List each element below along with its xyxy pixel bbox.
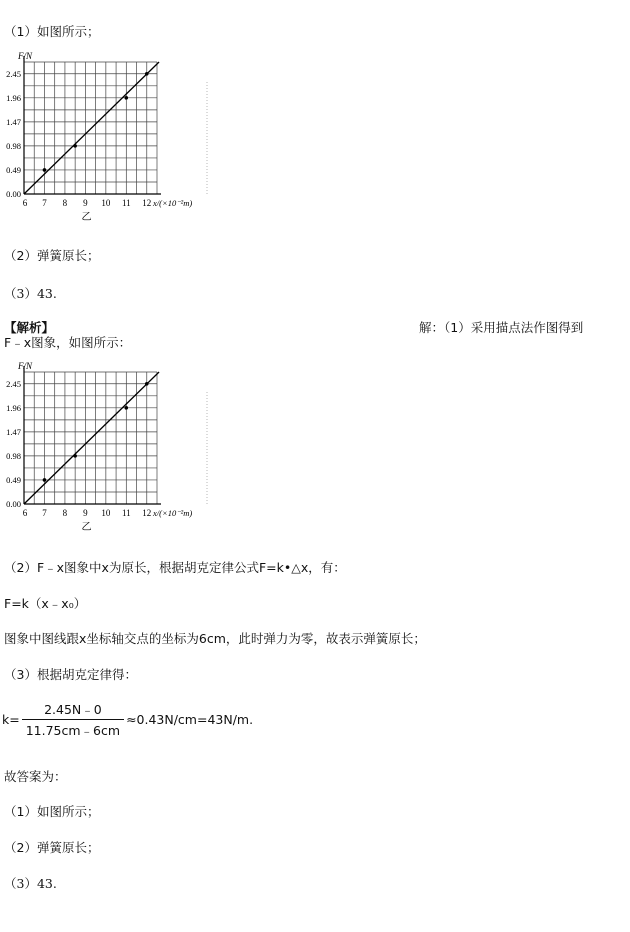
analysis-part2-c: 图象中图线跟x坐标轴交点的坐标为6cm，此时弹力为零，故表示弹簧原长； [4, 631, 426, 646]
chart-2 [0, 362, 220, 532]
formula-suffix: ≈0.43N/cm=43N/m. [126, 712, 254, 727]
x-tick-label: 11 [121, 198, 131, 208]
x-axis-label: x/(×10⁻²m) [153, 508, 193, 518]
x-tick-label: 6 [22, 508, 28, 518]
x-tick-label: 11 [121, 508, 131, 518]
chart-1 [0, 52, 220, 222]
chart-svg [0, 362, 220, 532]
x-tick-label: 9 [83, 508, 88, 518]
origin-label: 0.00 [6, 189, 21, 199]
y-axis-label: F/N [18, 362, 33, 371]
y-tick-label: 1.47 [6, 116, 21, 127]
x-tick-label: 6 [22, 198, 28, 208]
formula-denominator: 11.75cm﹣6cm [25, 723, 121, 738]
formula-fraction [22, 700, 124, 739]
x-tick-label: 7 [42, 198, 47, 208]
data-point [73, 454, 77, 458]
chart-caption: 乙 [81, 522, 92, 532]
y-tick-label: 0.49 [6, 164, 21, 175]
y-tick-label: 0.98 [6, 450, 21, 461]
analysis-part3: （3）根据胡克定律得： [4, 667, 137, 682]
y-tick-label: 0.49 [6, 474, 21, 485]
y-tick-label: 2.45 [6, 378, 21, 389]
analysis-heading: 【解析】 [4, 320, 55, 335]
x-tick-label: 8 [62, 198, 68, 208]
origin-label: 0.00 [6, 499, 21, 509]
data-point [145, 382, 149, 386]
conclusion-item-3: （3）43. [4, 876, 57, 891]
y-tick-label: 1.96 [6, 402, 21, 413]
x-axis-label: x/(×10⁻²m) [153, 198, 193, 208]
analysis-intro-line2: F﹣x图象，如图所示： [4, 335, 132, 350]
x-tick-label: 10 [101, 198, 111, 208]
y-tick-label: 1.47 [6, 426, 21, 437]
x-tick-label: 10 [101, 508, 111, 518]
analysis-part2-b: F=k（x﹣x₀） [4, 596, 87, 611]
y-tick-label: 1.96 [6, 92, 21, 103]
y-tick-label: 2.45 [6, 68, 21, 79]
data-point [145, 72, 149, 76]
x-tick-label: 9 [83, 198, 88, 208]
analysis-intro-right: 解：（1）采用描点法作图得到 [419, 320, 584, 335]
data-point [125, 96, 129, 100]
x-tick-label: 12 [142, 198, 152, 208]
answer-item-2: （2）弹簧原长； [4, 248, 100, 263]
conclusion-item-1: （1）如图所示； [4, 804, 100, 819]
data-point [43, 168, 47, 172]
y-axis-label: F/N [18, 52, 33, 61]
y-tick-label: 0.98 [6, 140, 21, 151]
answer-item-1: （1）如图所示； [4, 24, 100, 39]
formula-numerator: 2.45N﹣0 [22, 700, 124, 720]
x-tick-label: 8 [62, 508, 68, 518]
formula-prefix: k= [2, 712, 20, 727]
conclusion-label: 故答案为： [4, 769, 67, 784]
conclusion-item-2: （2）弹簧原长； [4, 840, 100, 855]
hooke-formula [2, 700, 253, 739]
x-tick-label: 7 [42, 508, 47, 518]
data-point [43, 478, 47, 482]
data-point [73, 144, 77, 148]
analysis-part2-a: （2）F﹣x图象中x为原长，根据胡克定律公式F=k•△x，有： [4, 560, 346, 575]
answer-item-3: （3）43. [4, 286, 57, 301]
chart-svg [0, 52, 220, 222]
x-tick-label: 12 [142, 508, 152, 518]
data-point [125, 406, 129, 410]
chart-caption: 乙 [81, 212, 92, 222]
